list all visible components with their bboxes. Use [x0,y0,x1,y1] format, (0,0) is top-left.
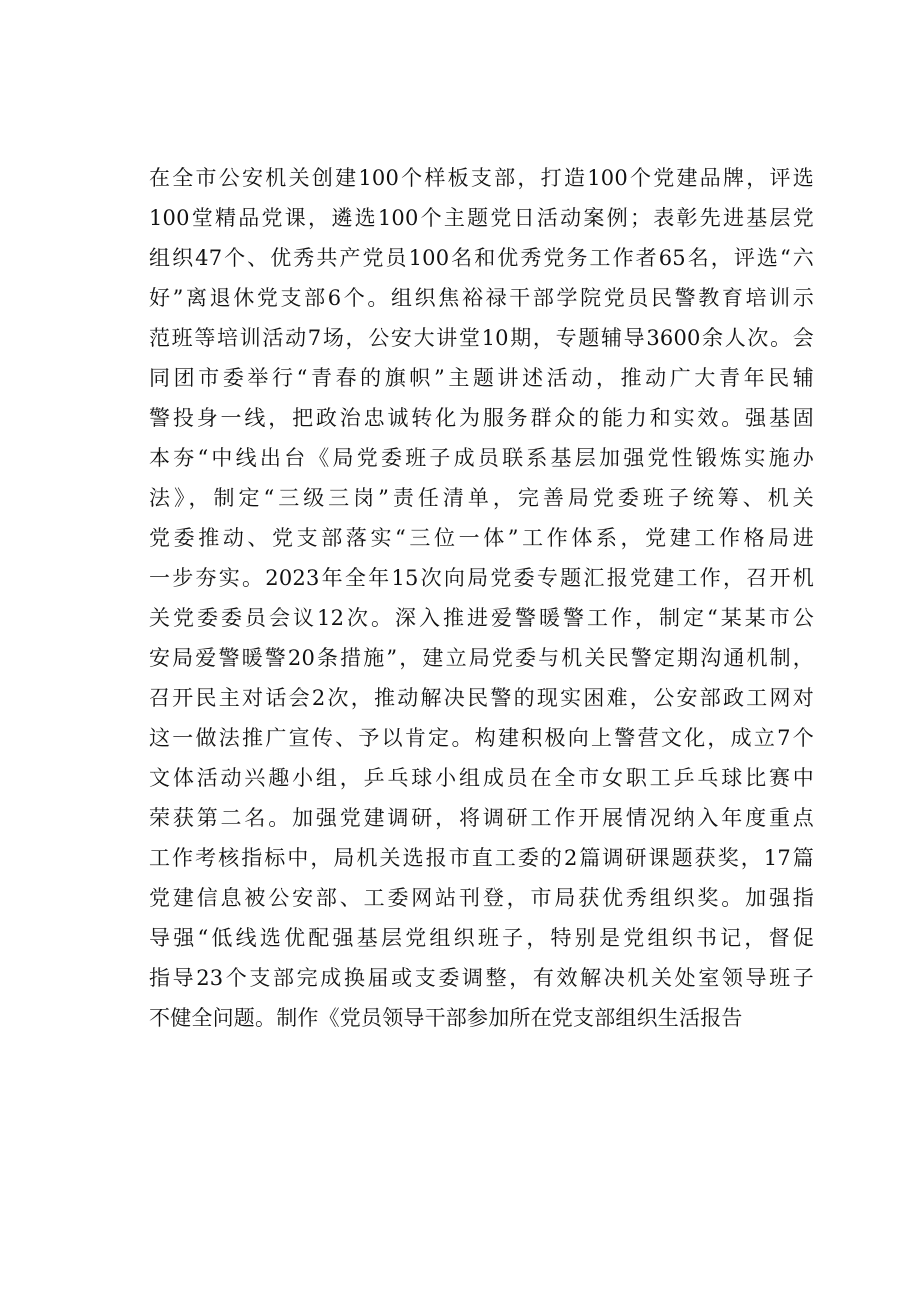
text-line: 这一做法推广宣传、予以肯定。构建积极向上警营文化，成立7个 [149,726,814,750]
text-line: 范班等培训活动7场，公安大讲堂10期，专题辅导3600余人次。会 [149,326,814,350]
text-line: 在全市公安机关创建100个样板支部，打造100个党建品牌，评选 [149,166,814,190]
text-line: 法》，制定“三级三岗”责任清单，完善局党委班子统筹、机关 [149,486,814,510]
text-line: 一步夯实。2023年全年15次向局党委专题汇报党建工作，召开机 [149,566,814,590]
text-line: 100堂精品党课，遴选100个主题党日活动案例；表彰先进基层党 [149,206,814,230]
body-paragraph [149,158,814,1038]
text-line: 好”离退休党支部6个。组织焦裕禄干部学院党员民警教育培训示 [149,286,814,310]
text-line: 工作考核指标中，局机关选报市直工委的2篇调研课题获奖，17篇 [149,846,814,870]
text-line: 组织47个、优秀共产党员100名和优秀党务工作者65名，评选“六 [149,246,814,270]
text-line: 同团市委举行“青春的旗帜”主题讲述活动，推动广大青年民辅 [149,366,814,390]
text-line: 党委推动、党支部落实“三位一体”工作体系，党建工作格局进 [149,526,814,550]
text-line: 党建信息被公安部、工委网站刊登，市局获优秀组织奖。加强指 [149,886,814,910]
text-line: 荣获第二名。加强党建调研，将调研工作开展情况纳入年度重点 [149,806,814,830]
text-line: 安局爱警暖警20条措施”，建立局党委与机关民警定期沟通机制， [149,646,814,670]
text-line: 本夯“中线出台《局党委班子成员联系基层加强党性锻炼实施办 [149,446,814,470]
text-line: 指导23个支部完成换届或支委调整，有效解决机关处室领导班子 [149,966,814,990]
text-line: 不健全问题。制作《党员领导干部参加所在党支部组织生活报告 [149,1006,743,1030]
text-line: 导强“低线选优配强基层党组织班子，特别是党组织书记，督促 [149,926,814,950]
text-line: 文体活动兴趣小组，乒乓球小组成员在全市女职工乒乓球比赛中 [149,766,814,790]
text-line: 召开民主对话会2次，推动解决民警的现实困难，公安部政工网对 [149,686,814,710]
text-line: 关党委委员会议12次。深入推进爱警暖警工作，制定“某某市公 [149,606,814,630]
text-line: 警投身一线，把政治忠诚转化为服务群众的能力和实效。强基固 [149,406,814,430]
